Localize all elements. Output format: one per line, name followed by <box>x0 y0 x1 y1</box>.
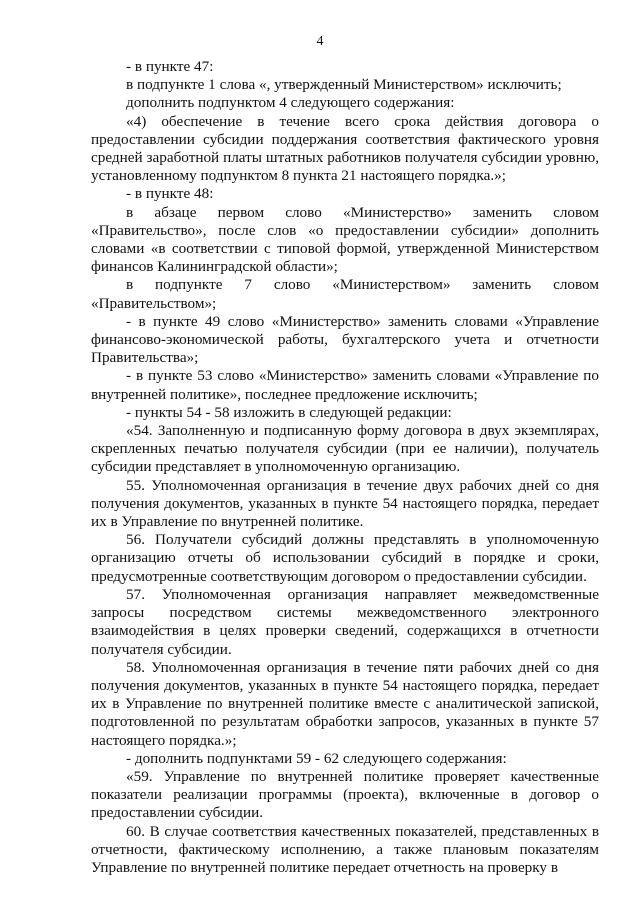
document-body <box>91 58 599 877</box>
paragraph: 60. В случае соответствия качественных показателей, представленных в отчетности, фактическому исполнению, а также плановым показателям Управление по внутренней политике передает отчетность на проверку в <box>91 822 599 876</box>
paragraph: - дополнить подпунктами 59 - 62 следующего содержания: <box>126 749 507 767</box>
paragraph: «59. Управление по внутренней политике проверяет качественные показатели реализации программы (проекта), включенные в договор о предоставлении субсидии. <box>91 767 599 822</box>
page-number: 4 <box>316 34 324 49</box>
paragraph: 55. Уполномоченная организация в течение двух рабочих дней со дня получения документов, указанных в пункте 54 настоящего порядка, передает их в Управление по внутренней политике. <box>91 476 599 531</box>
paragraph: 57. Уполномоченная организация направляет межведомственные запросы посредством системы межведомственного электронного взаимодействия в целях проверки сведений, содержащихся в отчетности получателя субсидии. <box>91 585 599 658</box>
paragraph: 56. Получатели субсидий должны представлять в уполномоченную организацию отчеты об использовании субсидий в порядке и сроки, предусмотренные соответствующим договором о предоставлении субсидии. <box>91 531 599 585</box>
paragraph: 58. Уполномоченная организация в течение пяти рабочих дней со дня получения документов, указанных в пункте 54 настоящего порядка, передает их в Управление по внутренней политике вместе с аналитической запиской, подготовленной по результатам обработки запросов, указанных в пункте 57 настоящего порядка.»; <box>91 658 599 749</box>
paragraph: дополнить подпунктом 4 следующего содержания: <box>126 94 455 112</box>
paragraph: - в пункте 48: <box>126 185 214 203</box>
paragraph: - в пункте 53 слово «Министерство» заменить словами «Управление по внутренней политике», последнее предложение исключить; <box>91 367 599 403</box>
paragraph: в абзаце первом слово «Министерство» заменить словом «Правительство», после слов «о предоставлении субсидии» дополнить словами «в соответствии с типовой формой, утвержденной Министерством финансов Калининградской области»; <box>91 203 599 276</box>
paragraph: - в пункте 49 слово «Министерство» заменить словами «Управление финансово-экономической работы, бухгалтерского учета и отчетности Правительства»; <box>91 312 599 367</box>
paragraph: в подпункте 1 слова «, утвержденный Министерством» исключить; <box>126 76 562 94</box>
paragraph: - пункты 54 - 58 изложить в следующей редакции: <box>126 403 452 421</box>
paragraph: «54. Заполненную и подписанную форму договора в двух экземплярах, скрепленных печатью получателя субсидии (при ее наличии), получатель субсидии представляет в уполномоченную организацию. <box>91 422 599 476</box>
paragraph: «4) обеспечение в течение всего срока действия договора о предоставлении субсидии поддержания соответствия фактического уровня средней заработной платы штатных работников получателя субсидии уровню, установленному подпунктом 8 пункта 21 настоящего порядка.»; <box>91 112 599 185</box>
paragraph: - в пункте 47: <box>126 58 214 75</box>
paragraph: в подпункте 7 слово «Министерством» заменить словом «Правительством»; <box>91 276 599 312</box>
